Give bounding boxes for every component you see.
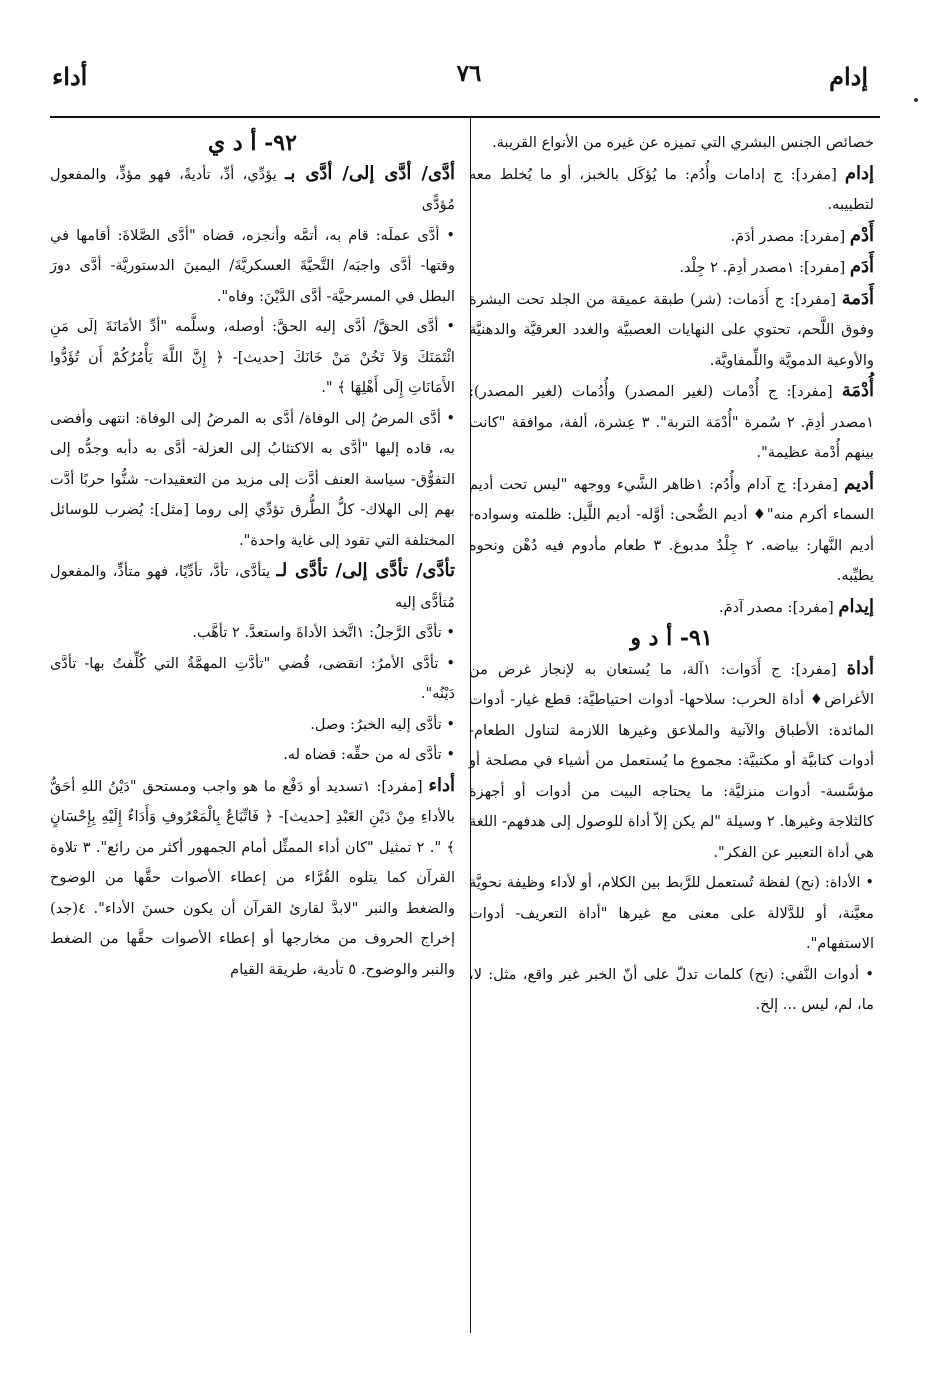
dictionary-entry bbox=[469, 654, 874, 869]
entry-definition: يتأدَّى، تأدَّ، تأدِّيًا، فهو متأدٍّ، والمفعول مُتأدًّى إليه bbox=[50, 563, 455, 611]
dictionary-entry bbox=[469, 469, 874, 592]
entry-headword: أديم bbox=[843, 472, 874, 494]
entry-headword: أَدْم bbox=[849, 224, 874, 246]
dictionary-entry bbox=[469, 376, 874, 469]
right-column bbox=[469, 128, 874, 1021]
entry-headword: أداء bbox=[428, 774, 455, 796]
entry-paragraph: • أدَّى عملَه: قام به، أتمَّه وأنجزه، قضاه "أدَّى الصَّلاةَ: أقامها في وقتها- أدَّى واجبَه/ التَّحيَّةَ العسكريَّةَ/ اليمينَ الدستوريَّة- أدَّى دورَ البطل في المسرحيَّة- أدَّى الدَّيْنَ: وفاه". bbox=[50, 226, 455, 305]
entry-definition: [مفرد]: ١مصدر أدِمَ. ٢ جِلْد. bbox=[679, 259, 850, 276]
entry-paragraph: • تأدَّى الرَّجلُ: ١اتَّخذ الأداةَ واستعدَّ. ٢ تأهَّب. bbox=[192, 624, 455, 641]
section-heading: ٩٢- أ د ي bbox=[208, 130, 297, 156]
dictionary-entry bbox=[469, 252, 874, 284]
entry-definition: [مفرد]: ج إدامات وأُدُم: ما يُؤكَل بالخبز، أو ما يُخلط معه لتطييبه. bbox=[469, 165, 874, 213]
entry-paragraph: • أدَّى الحقَّ/ أدَّى إليه الحقَّ: أوصله، وسلَّمه "أدِّ الأمَانَةَ إلَى مَنِ ائْتَمَنَكَ وَلاَ تَخُنْ مَنْ خَانَكَ [حديث]- ﴿ إِنَّ اللَّهَ يَأْمُرُكُمْ أَن تُؤَدُّوا الأَمَانَاتِ إِلَى أَهْلِهَا ﴾ ". bbox=[50, 318, 455, 396]
left-column bbox=[50, 128, 455, 985]
page-number: ٧٦ bbox=[456, 60, 482, 87]
dictionary-entry bbox=[50, 771, 455, 986]
entry-definition: [مفرد]: ج أَدَمات: (شر) طبقة عميقة من الجلد تحت البشرة وفوق اللَّحم، تحتوي على النهايات العصبيَّة والغدد العرقيَّة والدهنيَّة والأوعية الدمويَّة واللِّمفاويَّة. bbox=[469, 290, 874, 369]
header-rule bbox=[50, 116, 880, 118]
entry-definition: [مفرد]: ج آدام وأُدُم: ١ظاهر الشَّيء ووجهه "ليس تحت أديم السماء أكرم منه"♦ أديم الضُّحى: أوَّله- أديم اللَّيل: ظلمته وسواده- أديم النَّهار: بياضه. ٢ جِلْدٌ مدبوغ. ٣ طعام مأدوم فيه دُهْن ونحوه يطيِّبه. bbox=[469, 475, 875, 584]
entry-paragraph: • أدَّى المرضُ إلى الوفاة/ أدَّى به المرضُ إلى الوفاة: انتهى وأفضى به، قاده إليها "أدَّى به الاكتئابُ إلى العزلة- أدَّى به دأبه وجدُّه إلى التفوُّق- سياسة العنف أدَّت إلى مزيد من التعقيدات- شنُّوا حربًا أدَّت بهم إلى الهلاك- كلُّ الطُّرق تؤدِّي إلى روما [مثل]: يُضرب للوسائل المختلفة التي تقود إلى غاية واحدة". bbox=[50, 409, 455, 549]
entry-definition: [مفرد]: مصدر آدمَ. bbox=[719, 598, 839, 616]
header-right-word: إدام bbox=[829, 62, 868, 91]
entry-headword: أَدَم bbox=[849, 256, 874, 277]
entry-headword: إيدام bbox=[838, 595, 874, 617]
dictionary-entry bbox=[469, 284, 874, 377]
margin-dot bbox=[914, 98, 918, 102]
dictionary-entry bbox=[50, 159, 455, 221]
entry-headword: أداة bbox=[846, 657, 875, 679]
header-left-word: أداء bbox=[52, 62, 88, 91]
entry-headword: أَدَمة bbox=[841, 287, 874, 309]
entry-definition: [مفرد]: ج أُدْمات (لغير المصدر) وأُدُمات (لغير المصدر): ١مصدر أدِمَ. ٢ سُمرة "أُدْمَة التربة". ٣ عِشرة، ألفة، موافقة "كانت بينهم أُدْمة عظيمة". bbox=[469, 383, 875, 461]
entry-paragraph: • تأدَّى الأمرُ: انقضى، قُضي "تأدَّتِ المهمَّةُ التي كُلِّفتُ بها- تأدَّى دَيْنُه". bbox=[50, 654, 455, 702]
dictionary-entry bbox=[50, 556, 455, 618]
entry-definition: [مفرد]: مصدر أدَمَ. bbox=[730, 227, 850, 245]
entry-definition: يؤدِّي، أدِّ، تأديةً، فهو مؤدٍّ، والمفعول مُؤدًّى bbox=[50, 165, 455, 213]
dictionary-entry bbox=[469, 592, 874, 624]
entry-paragraph: • أدوات النَّفي: (نح) كلمات تدلّ على أنّ الخبر غير واقع، مثل: لا، ما، لم، ليس ... إلخ. bbox=[469, 965, 874, 1013]
entry-paragraph: • تأدَّى إليه الخبرُ: وصل. bbox=[310, 715, 455, 733]
entry-headword: أُدْمَة bbox=[841, 380, 874, 401]
entry-headword: إدام bbox=[844, 162, 874, 184]
entry-definition: [مفرد]: ١تسديد أو دَفْع ما هو واجب ومستحق "دَيْنُ اللهِ أحَقُّ بالأداءِ مِنْ دَيْنِ العَبْدِ [حديث]- ﴿ فَاتِّبَاعٌ بِالْمَعْرُوفِ وَأَدَاءٌ إِلَيْهِ بِإِحْسَانٍ ﴾ ". ٢ تمثيل "كان أداء الممثِّل أمام الجمهور أكثر من رائع". ٣ تلاوة القرآن كما يتلوه القُرَّاء من إعطاء الأصوات حقَّها من الوضوح والضغط والنبر "لابدَّ لقارئ القرآن أن يكون حسنَ الأداء". ٤(جد) إخراج الحروف من مخارجها أو إعطاء الأصوات حقَّها من الضغط والنبر والوضوح. ٥ تأدية، طريقة القيام bbox=[50, 777, 455, 978]
entry-definition: [مفرد]: ج أَدَوات: ١آلة، ما يُستعان به لإنجاز غرض من الأغراض♦ أداة الحرب: سلاحها- أدوات احتياطيَّة: قطع غيار- أدوات المائدة: الأطباق والآنية والملاعق وغيرها اللازمة لتناول الطعام- أدوات كتابيَّة أو مكتبيَّة: مجموع ما يُستعمل من أشياء في مصلحة أو مؤسَّسة- أدوات منزليَّة: ما يحتاجه البيت من أدوات أو أجهزة كالثلاجة وغيرها. ٢ وسيلة "لم يكن إلاّ أداة للوصول إلى هدفهم- اللغة هي أداة التعبير عن الفكر". bbox=[469, 660, 874, 861]
entry-paragraph: • الأداة: (نح) لفظة تُستعمل للرَّبط بين الكلام، أو لأداء وظيفة نحويَّة معيَّنة، أو للدَّلالة على معنى مع غيرها "أداة التعريف- أدوات الاستفهام". bbox=[469, 874, 874, 952]
entry-headword: تأدَّى/ تأدَّى إلى/ تأدَّى لـ bbox=[276, 560, 455, 581]
entry-headword: أدَّى/ أدَّى إلى/ أدَّى بـ bbox=[285, 162, 455, 184]
dictionary-entry bbox=[469, 159, 874, 221]
section-heading: ٩١- أ د و bbox=[630, 625, 713, 651]
dictionary-entry bbox=[469, 221, 874, 253]
entry-paragraph: • تأدَّى له من حقِّه: قضاه له. bbox=[283, 746, 455, 763]
entry-paragraph: خصائص الجنس البشري التي تميزه عن غيره من الأنواع القريبة. bbox=[492, 134, 874, 151]
